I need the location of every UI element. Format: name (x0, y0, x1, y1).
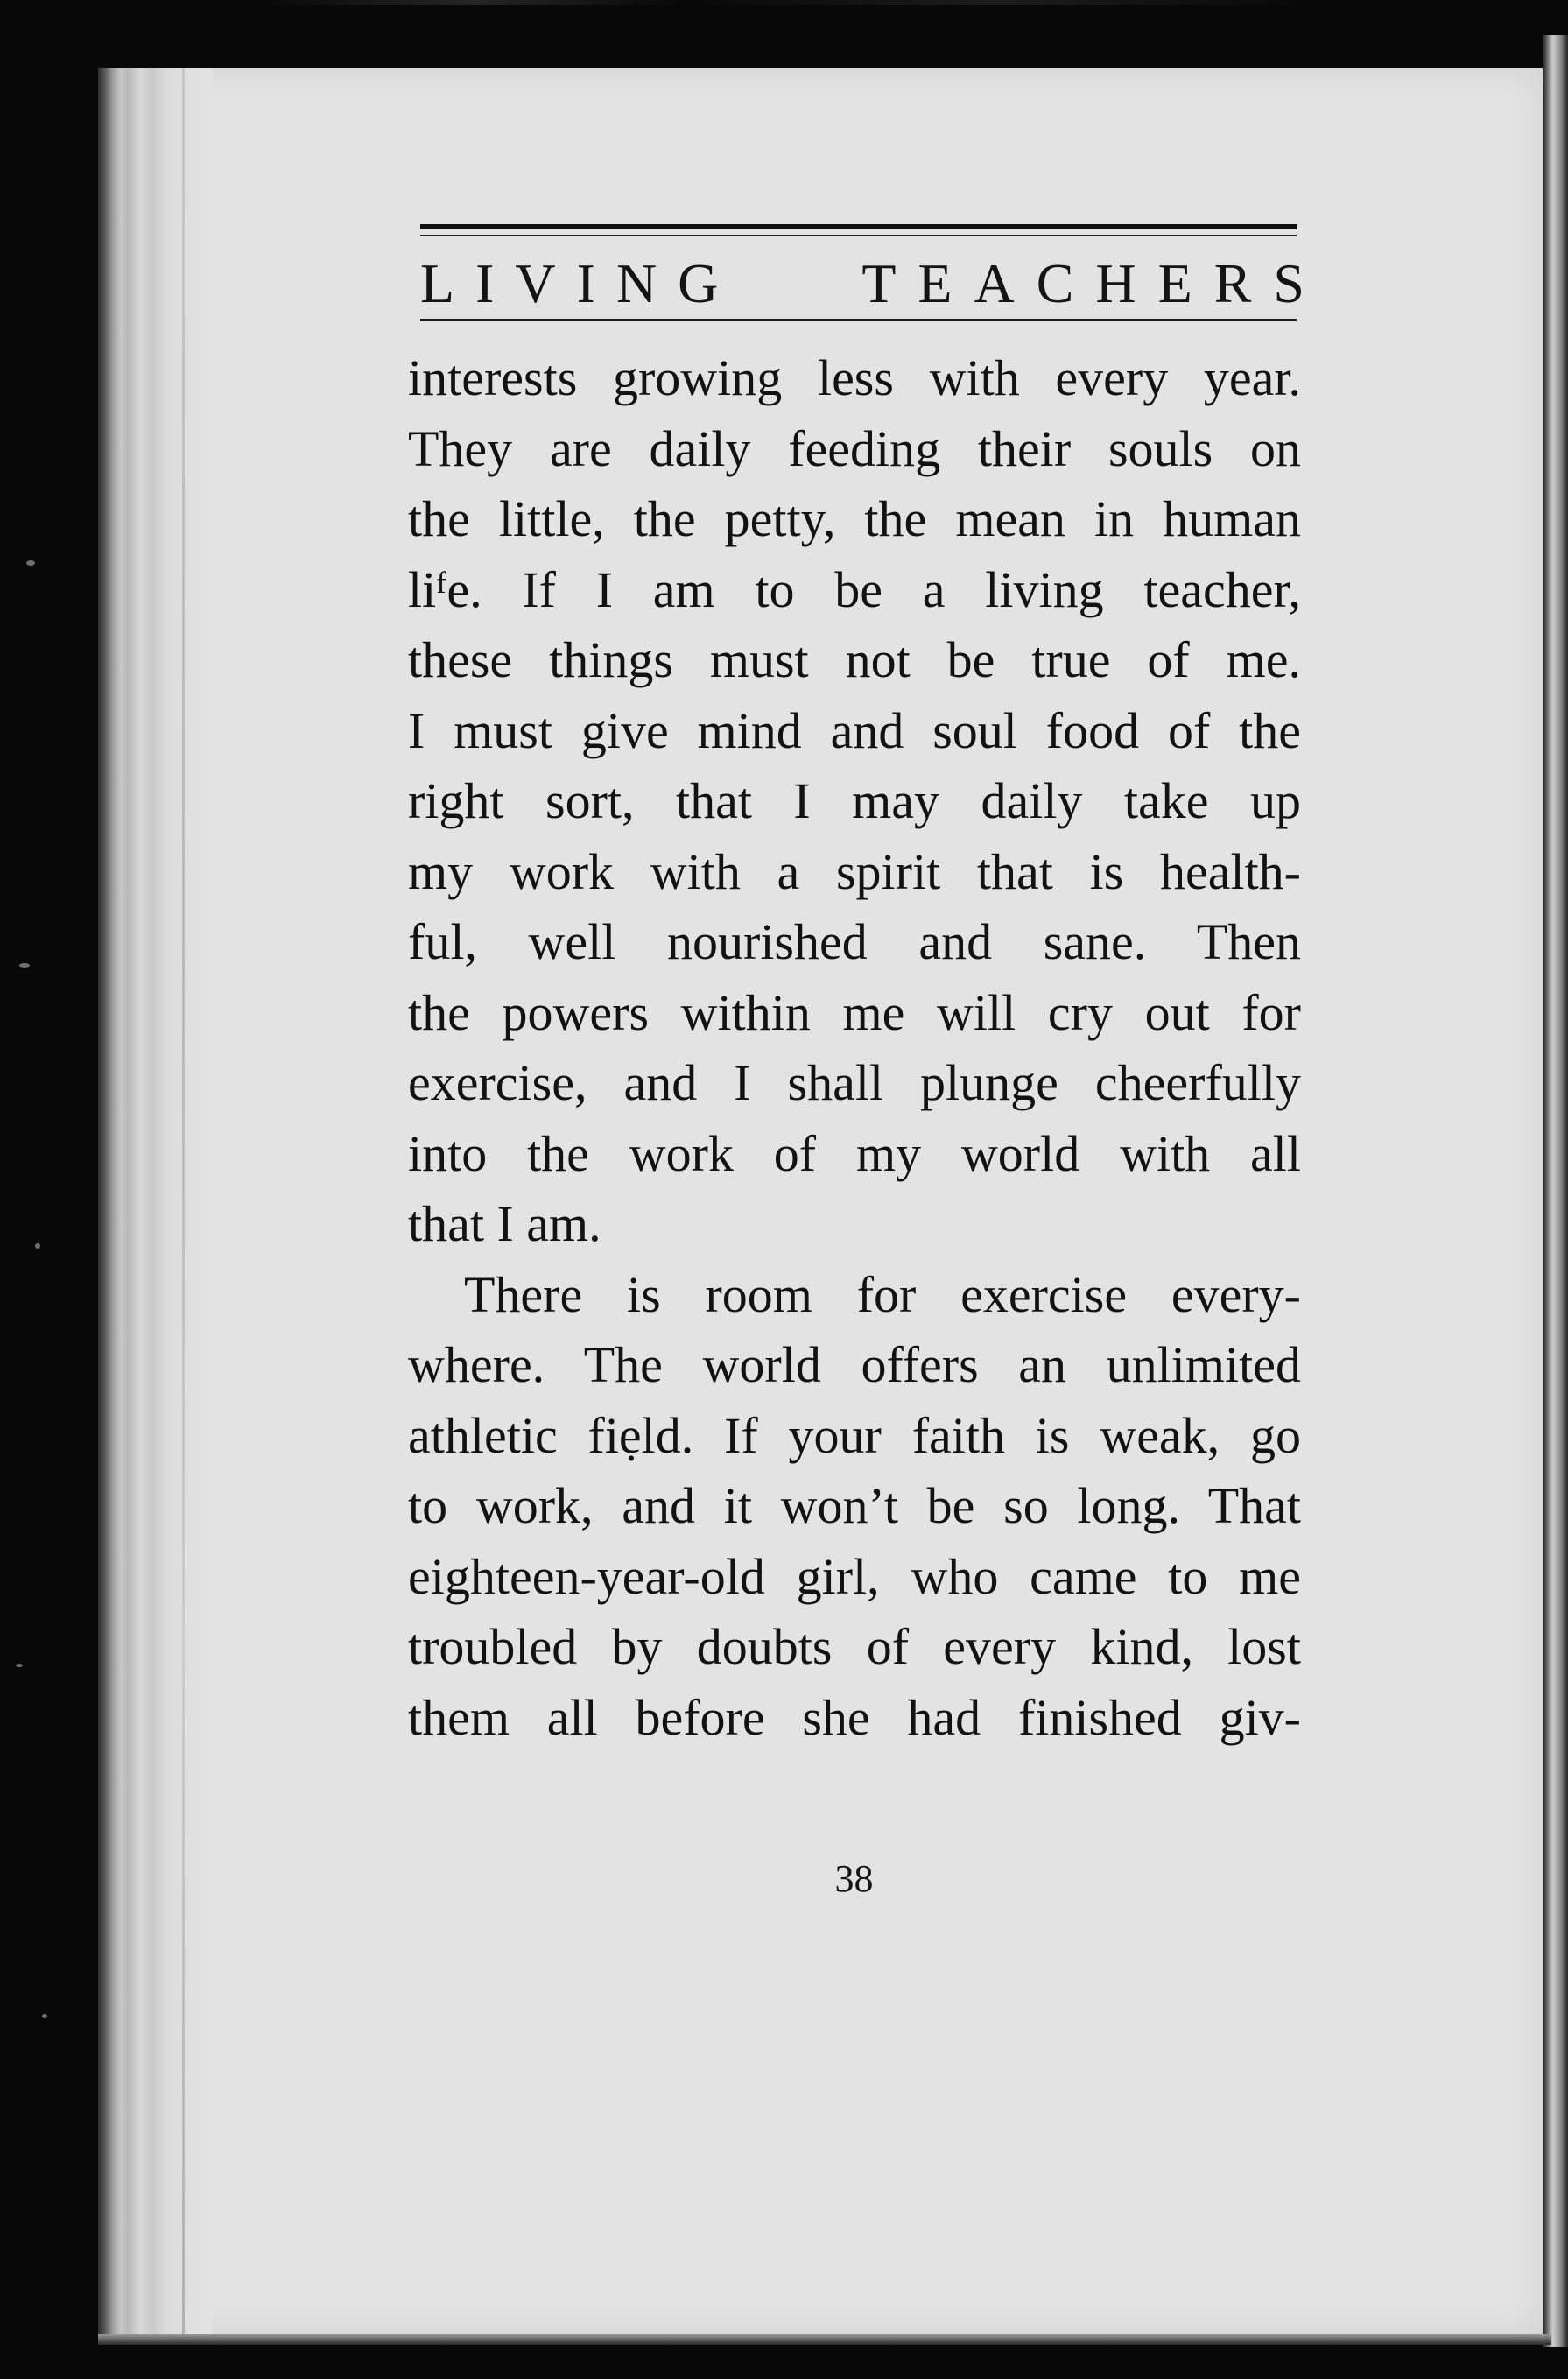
running-head-top-rule (420, 224, 1297, 229)
text-line: They are daily feeding their souls on (408, 419, 1301, 477)
running-head-right-word: TEACHERS (861, 252, 1326, 314)
text-line: right sort, that I may daily take up (408, 772, 1301, 829)
scan-speck (19, 963, 30, 968)
scan-speck (42, 2014, 47, 2018)
running-head-top-thin-rule (420, 235, 1297, 236)
scan-speck (16, 1664, 23, 1667)
text-line: the little, the petty, the mean in human (408, 490, 1301, 547)
paragraph-first-line: There is room for exercise every- (464, 1265, 1301, 1323)
text-line: troubled by doubts of every kind, lost (408, 1618, 1301, 1675)
text-line: into the work of my world with all (408, 1124, 1301, 1182)
scan-speck (26, 560, 35, 566)
running-head-bottom-rule (420, 319, 1297, 321)
text-line: to work, and it won’t be so long. That (408, 1477, 1301, 1534)
text-line: liᶠe. If I am to be a living teacher, (408, 560, 1301, 618)
text-line: my work with a spirit that is health- (408, 842, 1301, 900)
text-line: them all before she had finished giv- (408, 1688, 1301, 1746)
text-line: I must give mind and soul food of the (408, 701, 1301, 759)
page-number-container (0, 1856, 1568, 1901)
text-line: athletic fiẹld. If your faith is weak, go (408, 1406, 1301, 1464)
page-bottom-edge (98, 2334, 1551, 2345)
scan-edge-noise (263, 0, 1313, 5)
page-number: 38 (834, 1857, 874, 1900)
text-line: exercise, and I shall plunge cheerfully (408, 1054, 1301, 1111)
scan-speck (35, 1243, 40, 1249)
page-right-edge (1543, 35, 1568, 2347)
text-line: these things must not be true of me. (408, 631, 1301, 688)
running-head (420, 250, 1326, 317)
gutter-fold-line (182, 68, 185, 2334)
text-line: interests growing less with every year. (408, 349, 1301, 406)
running-head-left-word: LIVING (420, 252, 740, 314)
binding-gutter (98, 68, 212, 2334)
text-line: the powers within me will cry out for (408, 983, 1301, 1041)
body-text (408, 343, 1301, 1753)
text-line: ful, well nourished and sane. Then (408, 913, 1301, 970)
text-line: where. The world offers an unlimited (408, 1336, 1301, 1393)
text-line: eighteen-year-old girl, who came to me (408, 1547, 1301, 1605)
paragraph-last-line: that I am. (408, 1195, 601, 1252)
